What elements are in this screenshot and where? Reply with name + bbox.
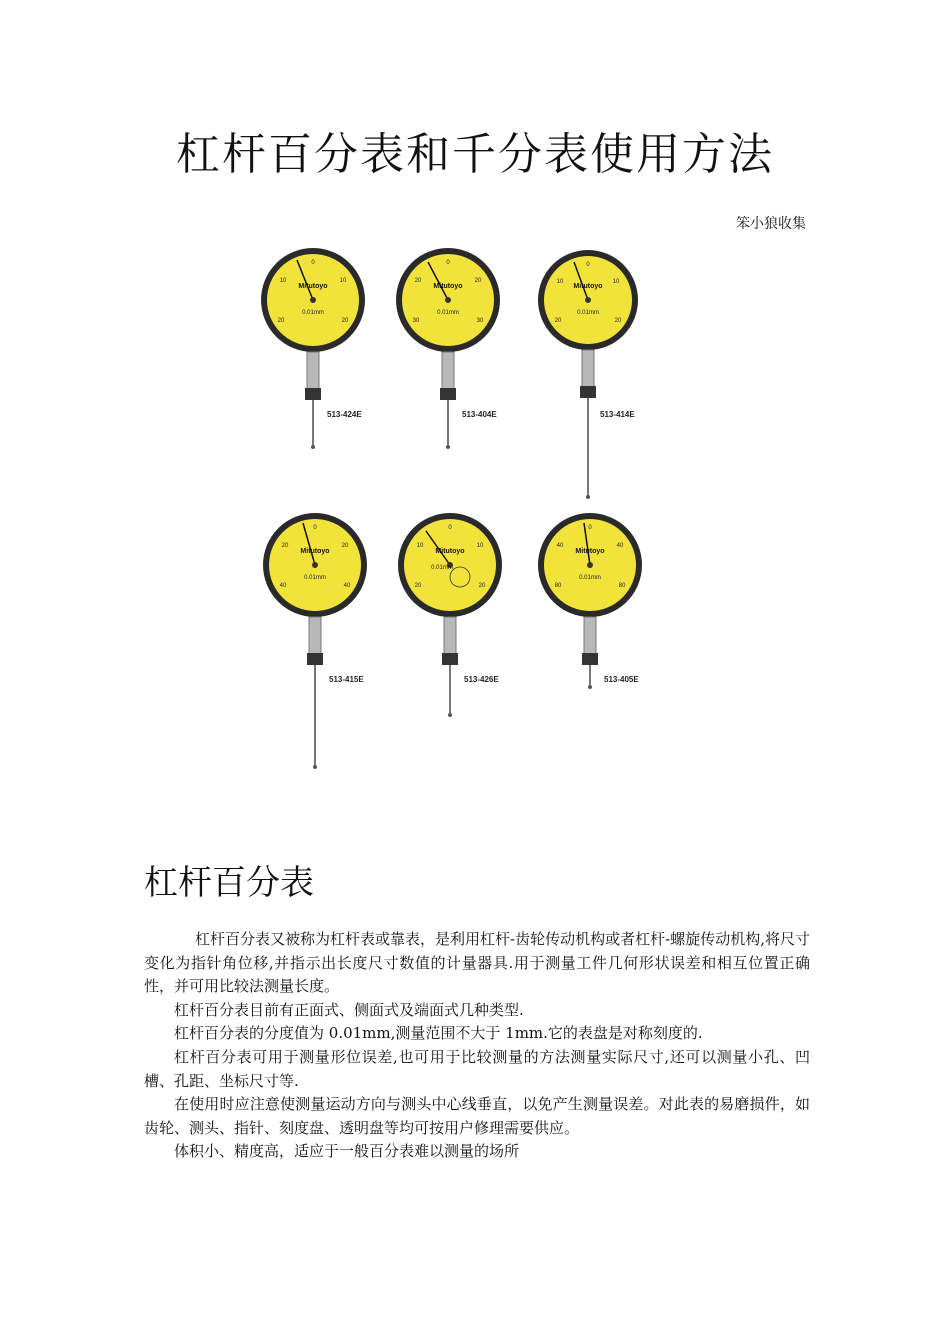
gauge-6: [538, 513, 642, 689]
dial-number: 30: [476, 318, 484, 324]
dial-number: 40: [279, 583, 287, 589]
model-label: 513-404E: [462, 410, 497, 419]
gauge-1: [261, 248, 365, 449]
resolution-label: 0.01mm: [579, 575, 601, 581]
dial-number: 0: [311, 260, 315, 266]
dial-number: 20: [341, 543, 349, 549]
dial-number: 0: [586, 262, 590, 268]
dial-number: 20: [474, 278, 482, 284]
paragraph: 在使用时应注意使测量运动方向与测头中心线垂直，以免产生测量误差。对此表的易磨损件，如齿轮、测头、指针、刻度盘、透明盘等均可按用户修理需要供应。: [144, 1095, 810, 1137]
body-text: [144, 928, 810, 1164]
model-label: 513-414E: [600, 410, 635, 419]
dial-number: 20: [554, 318, 562, 324]
brand-logo: Mitutoyo: [575, 548, 605, 555]
dial-number: 20: [614, 318, 622, 324]
resolution-label: 0.01mm: [437, 310, 459, 316]
section-title: 杠杆百分表: [144, 863, 314, 903]
brand-logo: Mitutoyo: [300, 548, 330, 555]
model-label: 513-415E: [329, 675, 364, 684]
dial-number: 10: [279, 278, 287, 284]
paragraph: 杠杆百分表又被称为杠杆表或靠表，是利用杠杆-齿轮传动机构或者杠杆-螺旋传动机构,将尺寸变化为指针角位移,并指示出长度尺寸数值的计量器具.用于测量工件几何形状误差和相互位置正确性，并可用比较法测量长度。: [144, 930, 810, 996]
dial-number: 20: [341, 318, 349, 324]
dial-number: 10: [476, 543, 484, 549]
brand-logo: Mitutoyo: [435, 548, 465, 555]
paragraph: 杠杆百分表的分度值为 0.01mm,测量范围不大于 1mm.它的表盘是对称刻度的.: [174, 1024, 703, 1043]
dial-number: 0: [446, 260, 450, 266]
dial-number: 0: [313, 525, 317, 531]
dial-number: 20: [414, 278, 422, 284]
paragraph: 杠杆百分表可用于测量形位误差,也可用于比较测量的方法测量实际尺寸,还可以测量小孔、凹槽、孔距、坐标尺寸等.: [144, 1047, 810, 1090]
resolution-label: 0.01mm: [302, 310, 324, 316]
gauge-5: [398, 513, 502, 717]
model-label: 513-424E: [327, 410, 362, 419]
paragraph: 体积小、精度高，适应于一般百分表难以测量的场所: [174, 1142, 520, 1161]
paragraph: 杠杆百分表目前有正面式、侧面式及端面式几种类型.: [174, 1000, 524, 1019]
dial-number: 20: [281, 543, 289, 549]
dial-number: 40: [616, 543, 624, 549]
resolution-label: 0.01mm: [577, 310, 599, 316]
dial-number: 20: [277, 318, 285, 324]
resolution-label: 0.01mm: [304, 575, 326, 581]
gauge-3: [538, 250, 638, 499]
dial-number: 40: [343, 583, 351, 589]
dial-number: 40: [556, 543, 564, 549]
model-label: 513-405E: [604, 675, 639, 684]
dial-number: 10: [556, 279, 564, 285]
resolution-label: 0.01mm: [431, 565, 453, 571]
dial-number: 80: [618, 583, 626, 589]
model-label: 513-426E: [464, 675, 499, 684]
gauge-4: [263, 513, 367, 769]
dial-number: 0: [448, 525, 452, 531]
dial-number: 30: [412, 318, 420, 324]
gauge-2: [396, 248, 500, 449]
brand-logo: Mitutoyo: [298, 283, 328, 290]
brand-logo: Mitutoyo: [433, 283, 463, 290]
author-credit: 笨小狼收集: [736, 216, 806, 232]
dial-number: 20: [414, 583, 422, 589]
dial-indicator-figure: [255, 245, 655, 785]
dial-number: 10: [416, 543, 424, 549]
document-title: 杠杆百分表和千分表使用方法: [176, 129, 774, 180]
dial-number: 10: [612, 279, 620, 285]
brand-logo: Mitutoyo: [573, 283, 603, 290]
dial-number: 0: [588, 525, 592, 531]
dial-number: 80: [554, 583, 562, 589]
dial-number: 10: [339, 278, 347, 284]
dial-number: 20: [478, 583, 486, 589]
